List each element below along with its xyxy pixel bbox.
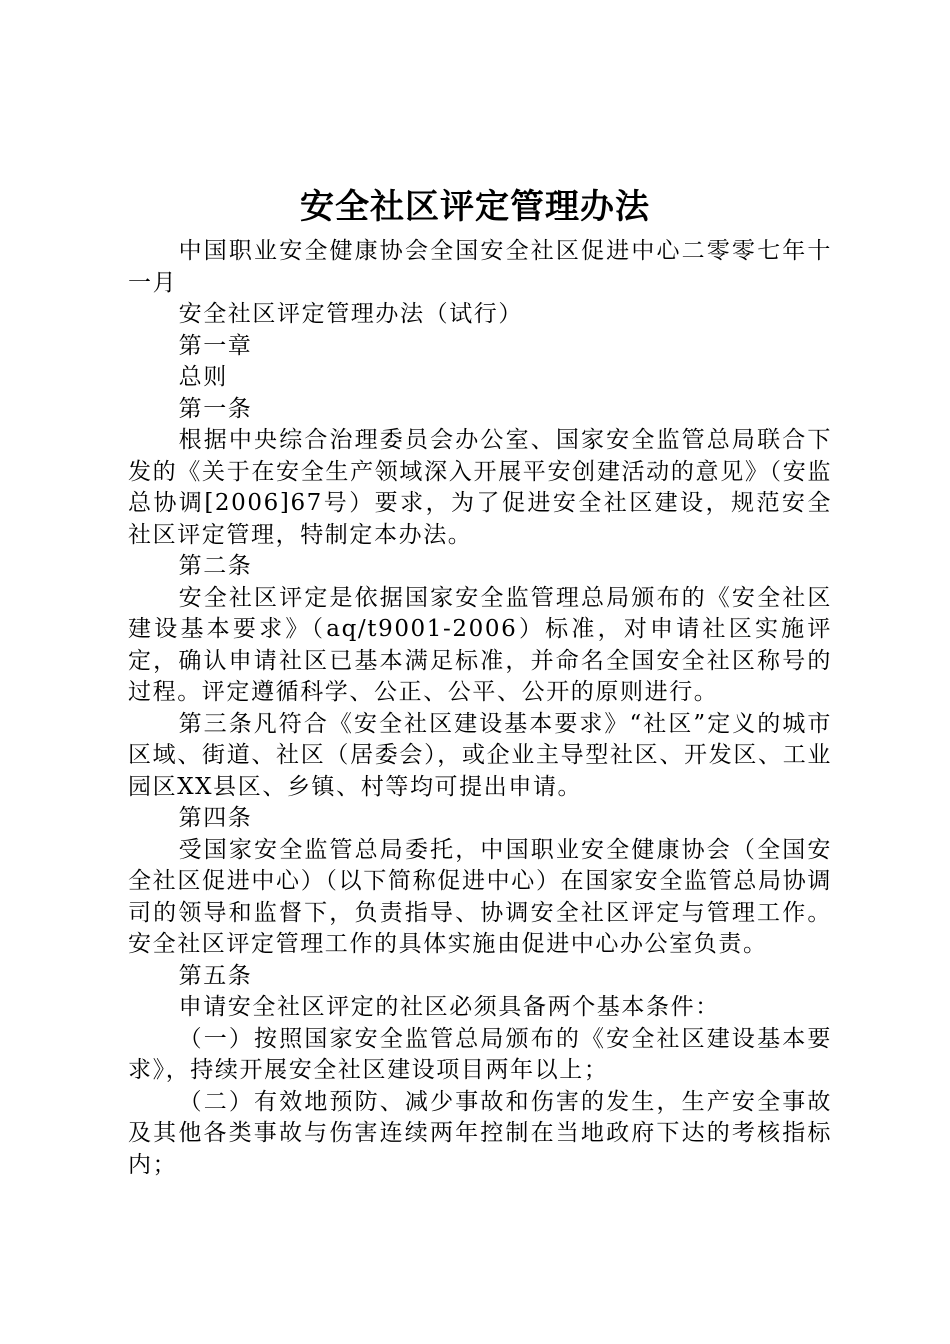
paragraph-subtitle: 安全社区评定管理办法（试行） [178,301,523,327]
article-1-heading: 第一条 [178,395,253,422]
document-title: 安全社区评定管理办法 [300,187,650,227]
article-5-item-1: （一）按照国家安全监管总局颁布的《安全社区建设基本要求》，持续开展安全社区建设项目两年以上； [128,1025,832,1083]
article-1-text: 根据中央综合治理委员会办公室、国家安全监管总局联合下发的《关于在安全生产领域深入开展平安创建活动的意见》（安监总协调[2006]67号）要求，为了促进安全社区建设，规范安全社区评定管理，特制定本办法。 [128,427,832,548]
chapter-heading: 第一章 [178,332,253,359]
article-3-text: 第三条凡符合《安全社区建设基本要求》“社区”定义的城市区域、街道、社区（居委会），或企业主导型社区、开发区、工业园区XX县区、乡镇、村等均可提出申请。 [128,710,832,800]
article-5-heading: 第五条 [178,962,253,989]
article-5-intro: 申请安全社区评定的社区必须具备两个基本条件： [178,994,720,1020]
article-2-text: 安全社区评定是依据国家安全监管理总局颁布的《安全社区建设基本要求》（aq/t9001-2006）标准，对申请社区实施评定，确认申请社区已基本满足标准，并命名全国安全社区称号的过程。评定遵循科学、公正、公平、公开的原则进行。 [128,584,832,705]
article-4-heading: 第四条 [178,805,253,831]
document-body [128,236,832,1181]
article-4-text: 受国家安全监管总局委托，中国职业安全健康协会（全国安全社区促进中心）（以下简称促进中心）在国家安全监管总局协调司的领导和监督下，负责指导、协调安全社区评定与管理工作。安全社区评定管理工作的具体实施由促进中心办公室负责。 [128,836,832,957]
article-5-item-2: （二）有效地预防、减少事故和伤害的发生，生产安全事故及其他各类事故与伤害连续两年控制在当地政府下达的考核指标内； [128,1088,832,1178]
article-2-heading: 第二条 [178,553,253,579]
paragraph-issuer: 中国职业安全健康协会全国安全社区促进中心二零零七年十一月 [128,238,832,296]
chapter-title: 总则 [178,364,228,390]
